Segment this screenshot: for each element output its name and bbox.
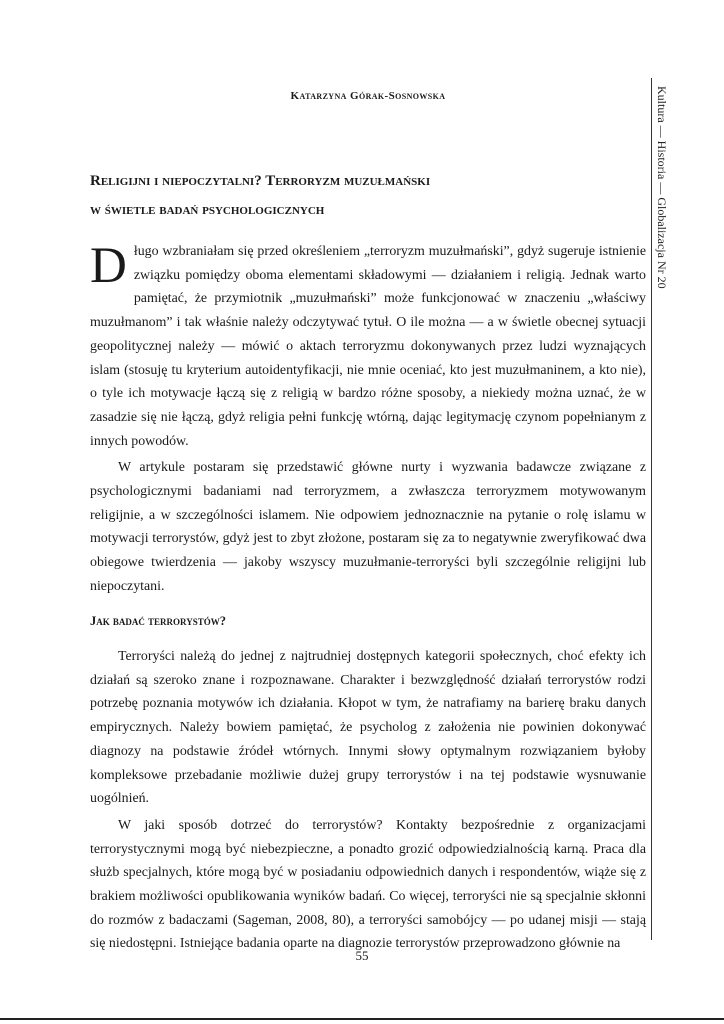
paragraph-aims: W artykule postaram się przedstawić główne nurty i wyzwania badawcze związane z psychologicznymi badaniami nad terroryzmem, a zwłaszcza terroryzmem motywowanym religijnie, a w szczególności islamem. Nie odpowiem jednoznacznie na pytanie o rolę islamu w motywacji terrorystów, gdyż jest to zbyt złożone, postaram się za to negatywnie zweryfikować dwa obiegowe twierdzenia — jakoby wszyscy muzułmanie-terroryści byli szczególnie religijni lub niepoczytani. — [90, 460, 646, 594]
section-heading: Jak badać terrorystów? — [90, 614, 226, 628]
intro-paragraph — [90, 240, 646, 453]
paragraph-methods: W jaki sposób dotrzeć do terrorystów? Kontakty bezpośrednie z organizacjami terrorystycznymi mogą być niebezpieczne, a ponadto grozić odpowiedzialnością karną. Praca dla służb specjalnych, które mogą być w posiadaniu odpowiednich danych i respondentów, wiąże się z brakiem możliwości opublikowania wyników badań. Co więcej, terroryści nie są specjalnie skłonni do rozmów z badaczami (Sageman, 2008, 80), a terroryści samobójcy — po udanej misji — stają się niedostępni. Istniejące badania oparte na diagnozie terrorystów przeprowadzono głównie na — [90, 817, 646, 952]
section-body — [90, 645, 646, 956]
running-head-author: Katarzyna Górak-Sosnowska — [290, 90, 446, 102]
article-title-line-1: Religijni i niepoczytalni? Terroryzm muzułmański — [90, 173, 431, 189]
article-title-line-2: w świetle badań psychologicznych — [90, 202, 325, 218]
article-title — [90, 167, 646, 225]
paragraph-access: Terroryści należą do jednej z najtrudniej dostępnych kategorii społecznych, choć efekty ich działań są szeroko znane i rozpoznawane. Charakter i bezwzględność działań terrorystów rodzi potrzebę poznania motywów ich działania. Kłopot w tym, że natrafiamy na barierę braku danych empirycznych. Należy bowiem pamiętać, że psycholog z założenia nie powinien dokonywać diagnozy na podstawie źródeł wtórnych. Innymi słowy optymalnym rozwiązaniem byłoby kompleksowe przebadanie możliwie dużej grupy terrorystów i na tej podstawie wysnuwanie uogólnień. — [90, 649, 646, 807]
drop-cap: D — [90, 238, 127, 294]
margin-divider — [651, 78, 652, 940]
journal-side-label: Kultura — Historia — Globalizacja Nr 20 — [655, 86, 669, 289]
intro-section — [90, 240, 646, 599]
page-number: 55 — [355, 948, 369, 963]
intro-paragraph-text: ługo wzbraniałam się przed określeniem „terroryzm muzułmański”, gdyż sugeruje istnienie związku pomiędzy oboma elementami składowymi — działaniem i religią. Jednak warto pamiętać, że przymiotnik „muzułmański” może funkcjonować w znaczeniu „właściwy muzułmanom” i tak właśnie należy odczytywać tytuł. O ile można — a w świetle obecnej sytuacji geopolitycznej należy — mówić o aktach terroryzmu dokonywanych przez ludzi wyznających islam (stosuję tu kryterium autoidentyfikacji, nie mnie oceniać, kto jest muzułmaninem, a kto nie), o tyle ich motywacje łączą się z religią w bardzo różne sposoby, a niekiedy można uznać, że w zasadzie się nie łączą, gdyż religia pełni funkcję wtórną, dając legitymację czynom popełnianym z innych powodów. — [90, 244, 646, 449]
bottom-edge-rule — [0, 1018, 724, 1020]
